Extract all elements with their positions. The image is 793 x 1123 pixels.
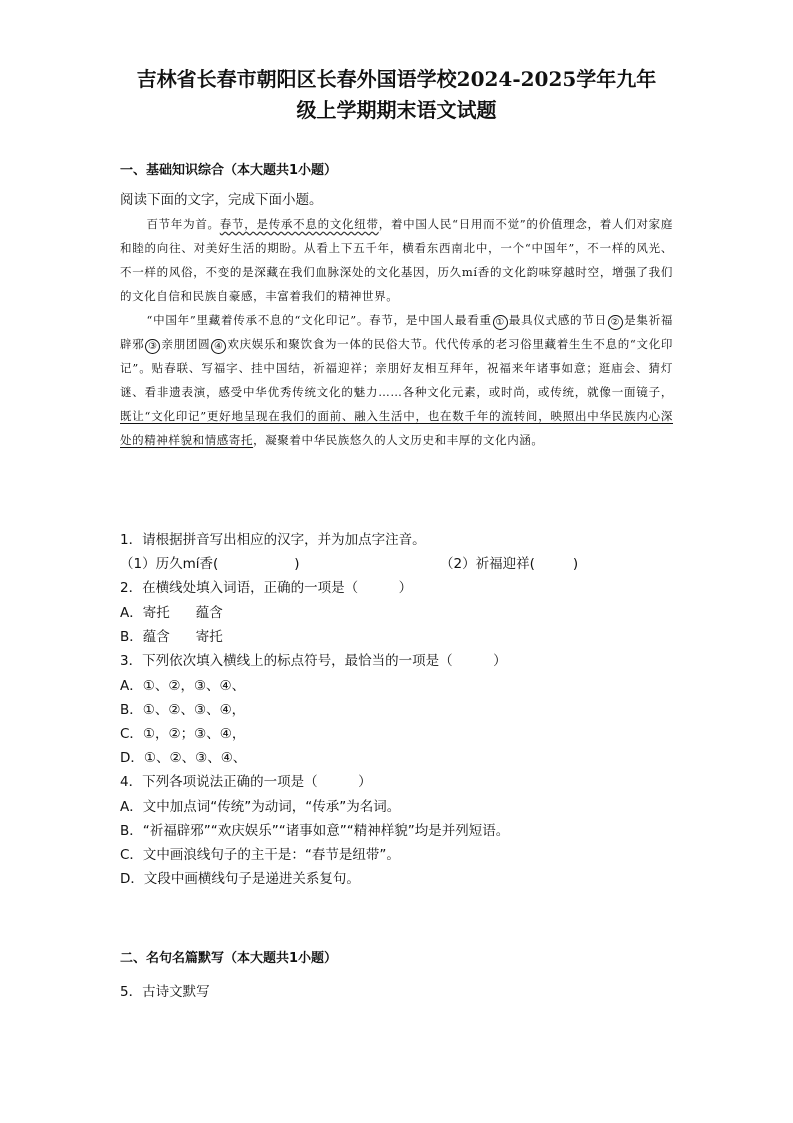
title-line-2: 级上学期期末语文试题	[296, 98, 497, 122]
para2-text-5: 欢庆娱乐和聚饮食为一体的民俗大节。代代传承的老习俗里藏着生生不息的“文化印记”。贴春联、写福字、挂中国结，祈福迎祥；亲朋好友相互拜年，祝福来年诸事如意；逛庙会、猜灯谜、看非遗表演，感受中华优秀传统文化的魅力……各种文化元素，或时尚，或传统，就像一面镜子，	[120, 337, 673, 399]
question-4-option-a: A．文中加点词“传统”为动词，“传承”为名词。	[120, 799, 401, 815]
passage-paragraph-2	[120, 308, 673, 452]
blank-marker-2: ②	[608, 315, 623, 330]
question-2-option-b	[120, 627, 223, 647]
section-1-heading: 一、基础知识综合（本大题共1小题）	[120, 163, 338, 178]
section-2-heading: 二、名句名篇默写（本大题共1小题）	[120, 951, 338, 966]
question-3-stem: 3．下列依次填入横线上的标点符号，最恰当的一项是（ ）	[120, 653, 507, 669]
title-line-1: 吉林省长春市朝阳区长春外国语学校2024-2025学年九年	[136, 67, 657, 91]
para1-sentence-1: 百节年为首。	[146, 217, 220, 231]
question-4-stem: 4．下列各项说法正确的一项是（ ）	[120, 774, 372, 790]
question-3-option-c: C．①，②；③、④，	[120, 726, 246, 742]
q2-a-first: A．寄托	[120, 605, 170, 621]
q2-a-second: 蕴含	[195, 605, 223, 621]
question-4-option-b: B．“祈福辟邪”“欢庆娱乐”“诸事如意”“精神样貌”均是并列短语。	[120, 823, 510, 839]
question-5-stem: 5．古诗文默写	[120, 984, 210, 1000]
para2-text-4: 亲朋团圆	[161, 337, 211, 351]
para2-text-3: 是集祈福辟邪	[120, 313, 673, 351]
q2-b-second: 寄托	[195, 629, 223, 645]
blank-marker-1: ①	[493, 315, 508, 330]
para1-sentence-3: ，着中国人民“日用而不觉”的价值理念，着人们对家庭和睦的向往、对美好生活的期盼。从看上下五千年，横看东西南北中，一个“中国年”，不一样的风光、不一样的风俗，不变的是深藏在我们血脉深处的文化基因，历久mí香的文化韵味穿越时空，增强了我们的文化自信和民族自豪感，丰富着我们的精神世界。	[120, 217, 673, 303]
question-3-option-d: D．①、②、③、④、	[120, 750, 247, 766]
document-title	[100, 64, 693, 126]
question-4-option-d: D．文段中画横线句子是递进关系复句。	[120, 871, 360, 887]
reading-passage	[120, 212, 673, 452]
passage-paragraph-1	[120, 212, 673, 308]
question-1-sub-2	[440, 554, 578, 574]
wavy-underlined-sentence: 春节，是传承不息的文化纽带	[219, 217, 379, 231]
q1-sub1-text: （1）历久mí香(	[120, 556, 219, 572]
q1-sub2-close: )	[572, 556, 579, 572]
blank-marker-4: ④	[211, 339, 226, 354]
q1-sub2-text: （2）祈福迎祥(	[440, 556, 535, 572]
straight-underlined-sentence: 既让“文化印记”更好地呈现在我们的面前、融入生活中，也在数千年的流转间，映照出中华民族内心深处的精神样貌和情感寄托	[120, 409, 673, 447]
para2-text-1: “中国年”里藏着传承不息的“文化印记”。春节，是中国人最看重	[146, 313, 492, 327]
para2-text-7: ，凝聚着中华民族悠久的人文历史和丰厚的文化内涵。	[253, 433, 544, 447]
question-1-stem: 1．请根据拼音写出相应的汉字，并为加点字注音。	[120, 532, 426, 548]
reading-instruction: 阅读下面的文字，完成下面小题。	[120, 192, 323, 208]
question-1-sub-1	[120, 554, 300, 574]
para2-text-2: 最具仪式感的节日	[508, 313, 607, 327]
question-3-option-a: A．①、②，③、④、	[120, 678, 246, 694]
q1-sub1-close: )	[294, 556, 300, 572]
question-4-option-c: C．文中画浪线句子的主干是：“春节是纽带”。	[120, 847, 400, 863]
q2-b-first: B．蕴含	[120, 629, 170, 645]
blank-marker-3: ③	[145, 339, 160, 354]
question-2-option-a	[120, 603, 223, 623]
question-3-option-b: B．①、②、③、④，	[120, 702, 246, 718]
question-2-stem: 2．在横线处填入词语，正确的一项是（ ）	[120, 580, 413, 596]
